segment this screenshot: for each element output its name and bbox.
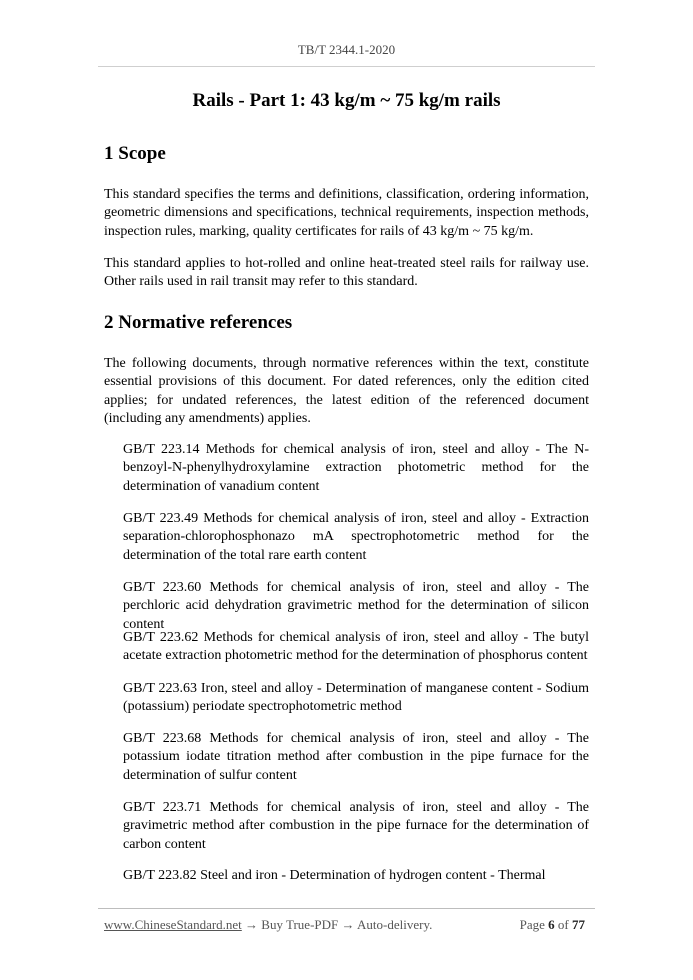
header-divider [98,66,595,67]
reference-item: GB/T 223.62 Methods for chemical analysis of iron, steel and alloy - The butyl acetate extraction photometric method for the determination of phosphorus content [123,630,589,664]
scope-paragraph-1: This standard specifies the terms and definitions, classification, ordering information, geometric dimensions and specifications, technical requirements, inspection methods, inspection rules, marking, quality certificates for rails of 43 kg/m ~ 75 kg/m. [104,187,589,239]
reference-item: GB/T 223.14 Methods for chemical analysis of iron, steel and alloy - The N-benzoyl-N-phenylhydroxylamine extraction photometric method for the determination of vanadium content [123,442,589,494]
buy-pdf-link[interactable]: Buy True-PDF [261,917,339,932]
reference-item: GB/T 223.49 Methods for chemical analysis of iron, steel and alloy - Extraction separation-chlorophosphonazo mA spectrophotometric method for the determination of the total rare earth content [123,511,589,563]
section-heading-normative-references: 2 Normative references [104,312,293,333]
arrow-right-icon: → [245,917,259,932]
site-link[interactable]: www.ChineseStandard.net [104,917,242,932]
footer-links [104,917,432,933]
page-total: 77 [572,917,585,932]
reference-item: GB/T 223.60 Methods for chemical analysis of iron, steel and alloy - The perchloric acid dehydration gravimetric method for the determination of silicon content [123,580,589,632]
page-number [520,917,585,933]
reference-item: GB/T 223.63 Iron, steel and alloy - Determination of manganese content - Sodium (potassium) periodate spectrophotometric method [123,681,589,715]
scope-paragraph-2: This standard applies to hot-rolled and online heat-treated steel rails for railway use. Other rails used in rail transit may refer to this standard. [104,256,589,290]
page-label: Page [519,917,545,932]
normative-intro-paragraph: The following documents, through normative references within the text, constitute essential provisions of this document. For dated references, only the edition cited applies; for undated references, the latest edition of the referenced document (including any amendments) applies. [104,356,589,427]
auto-delivery-text: Auto-delivery. [357,917,433,932]
of-label: of [557,917,569,932]
section-heading-scope: 1 Scope [104,143,166,164]
reference-item: GB/T 223.68 Methods for chemical analysis of iron, steel and alloy - The potassium iodate titration method after combustion in the pipe furnace for the determination of sulfur content [123,731,589,783]
page-current: 6 [548,917,555,932]
document-title: Rails - Part 1: 43 kg/m ~ 75 kg/m rails [192,90,501,111]
arrow-right-icon: → [341,917,355,932]
reference-item: GB/T 223.82 Steel and iron - Determination of hydrogen content - Thermal [123,868,546,883]
running-header: TB/T 2344.1-2020 [297,42,396,57]
footer-divider [98,908,595,909]
reference-item: GB/T 223.71 Methods for chemical analysis of iron, steel and alloy - The gravimetric method after combustion in the pipe furnace for the determination of carbon content [123,800,589,852]
